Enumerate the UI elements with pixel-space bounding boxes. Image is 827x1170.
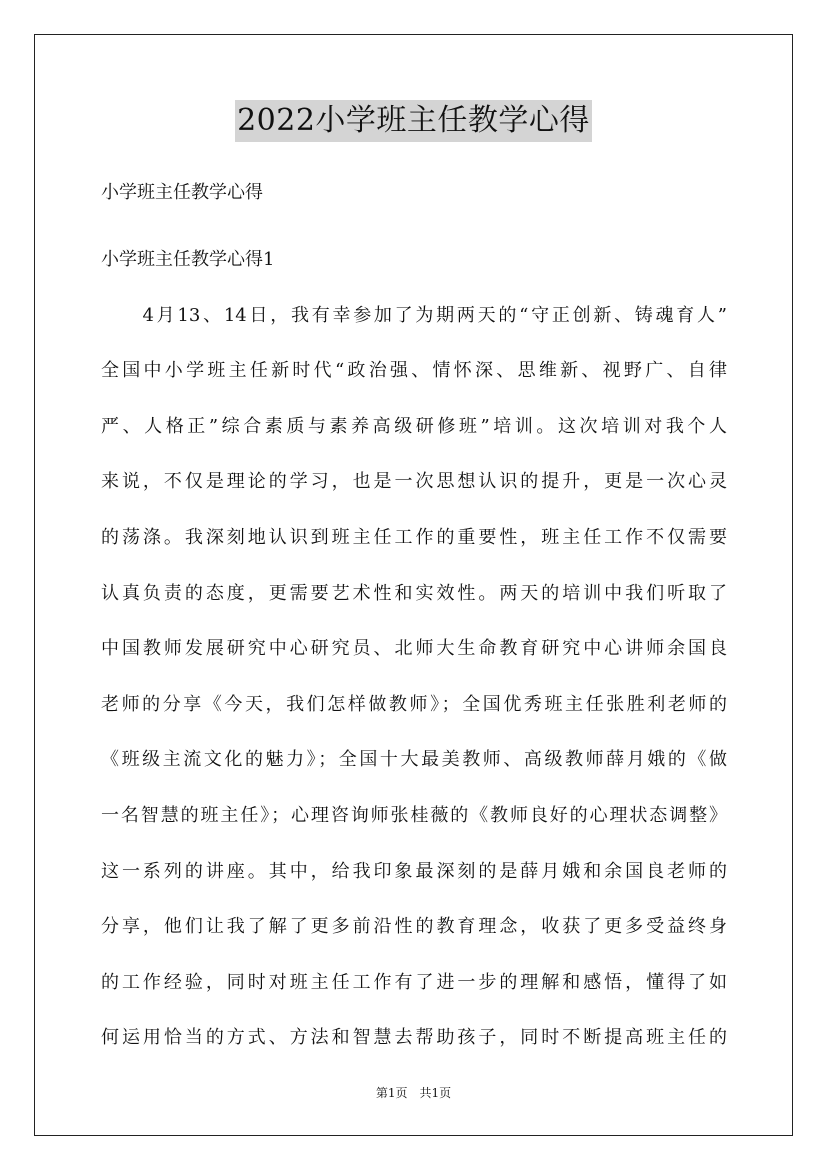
- paragraph-line: 认真负责的态度，更需要艺术性和实效性。两天的培训中我们听取了: [101, 582, 727, 604]
- paragraph-line: 严、人格正”综合素质与素养高级研修班”培训。这次培训对我个人: [101, 415, 727, 437]
- paragraph-line: 的荡涤。我深刻地认识到班主任工作的重要性，班主任工作不仅需要: [101, 526, 727, 548]
- document-title: 2022小学班主任教学心得: [235, 100, 592, 142]
- paragraph-line: 4月13、14日，我有幸参加了为期两天的“守正创新、铸魂育人”: [101, 304, 727, 326]
- document-subtitle: 小学班主任教学心得: [101, 182, 263, 203]
- paragraph-line: 《班级主流文化的魅力》；全国十大最美教师、高级教师薛月娥的《做: [101, 749, 727, 771]
- paragraph-line: 来说，不仅是理论的学习，也是一次思想认识的提升，更是一次心灵: [101, 471, 727, 493]
- paragraph-line: 的工作经验，同时对班主任工作有了进一步的理解和感悟，懂得了如: [101, 971, 727, 993]
- paragraph-line: 何运用恰当的方式、方法和智慧去帮助孩子，同时不断提高班主任的: [101, 1027, 727, 1049]
- paragraph-line: 分享，他们让我了解了更多前沿性的教育理念，收获了更多受益终身: [101, 916, 727, 938]
- section-heading: 小学班主任教学心得1: [101, 249, 275, 270]
- body-paragraph: [101, 232, 727, 1066]
- title-container: [0, 100, 827, 142]
- paragraph-line: 一名智慧的班主任》；心理咨询师张桂薇的《教师良好的心理状态调整》: [101, 804, 727, 826]
- paragraph-line: 中国教师发展研究中心研究员、北师大生命教育研究中心讲师余国良: [101, 638, 727, 660]
- page-footer: 第1页 共1页: [375, 1086, 452, 1100]
- paragraph-line: 这一系列的讲座。其中，给我印象最深刻的是薛月娥和余国良老师的: [101, 860, 727, 882]
- paragraph-line: 全国中小学班主任新时代“政治强、情怀深、思维新、视野广、自律: [101, 360, 727, 382]
- paragraph-line: 老师的分享《今天，我们怎样做教师》；全国优秀班主任张胜利老师的: [101, 693, 727, 715]
